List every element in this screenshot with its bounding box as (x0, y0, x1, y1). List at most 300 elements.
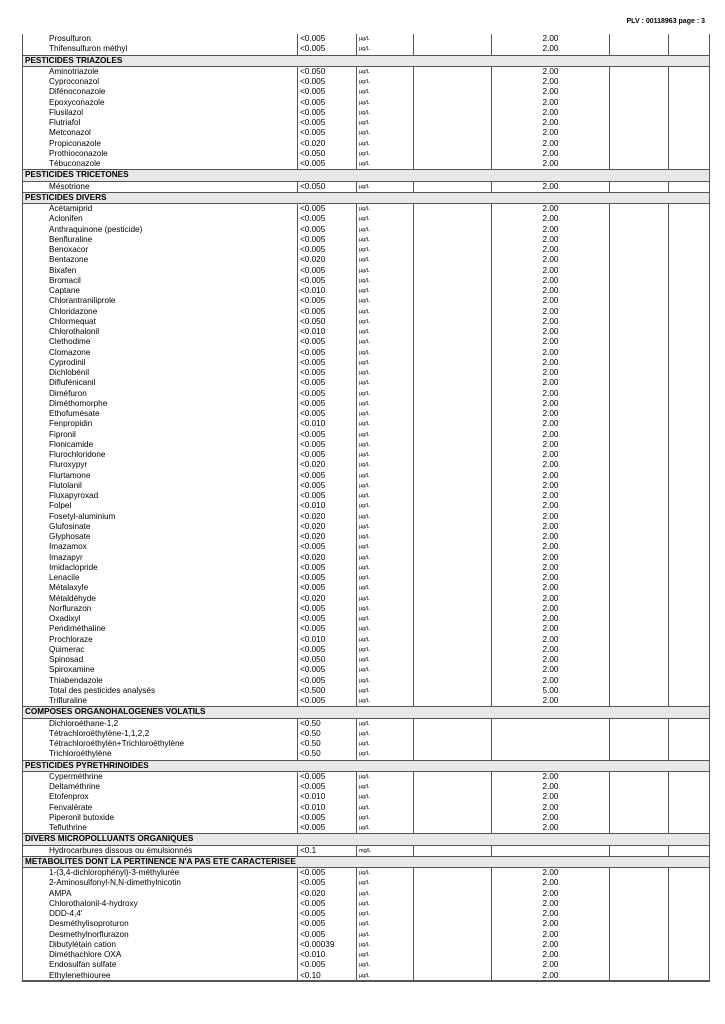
parameter-name: Quimerac (23, 645, 298, 655)
empty-cell (669, 909, 710, 919)
empty-cell (610, 276, 669, 286)
parameter-name: Lenacile (23, 573, 298, 583)
empty-cell (414, 624, 492, 634)
empty-cell (414, 34, 492, 44)
unit-cell: µg/L (357, 87, 414, 97)
unit-cell: µg/L (357, 307, 414, 317)
empty-cell (610, 782, 669, 792)
result-value: <0.005 (298, 266, 357, 276)
empty-cell (669, 235, 710, 245)
empty-cell (669, 44, 710, 55)
unit-cell: µg/L (357, 919, 414, 929)
empty-cell (669, 563, 710, 573)
empty-cell (610, 440, 669, 450)
empty-cell (610, 718, 669, 729)
section-header (23, 707, 710, 718)
empty-cell (610, 696, 669, 707)
limit-value: 2.00 (492, 34, 610, 44)
empty-cell (669, 645, 710, 655)
parameter-name: Clomazone (23, 348, 298, 358)
empty-cell (414, 878, 492, 888)
empty-cell (414, 604, 492, 614)
parameter-name: Imazamox (23, 542, 298, 552)
parameter-name: Cyproconazol (23, 77, 298, 87)
parameter-name: Clethodime (23, 337, 298, 347)
empty-cell (414, 729, 492, 739)
limit-value: 2.00 (492, 139, 610, 149)
parameter-name: Norflurazon (23, 604, 298, 614)
unit-cell: µg/L (357, 553, 414, 563)
table-row (23, 522, 710, 532)
limit-value: 2.00 (492, 471, 610, 481)
limit-value: 2.00 (492, 430, 610, 440)
limit-value: 2.00 (492, 813, 610, 823)
unit-cell: µg/L (357, 645, 414, 655)
unit-cell: µg/L (357, 573, 414, 583)
table-row (23, 471, 710, 481)
empty-cell (669, 665, 710, 675)
unit-cell: mg/L (357, 845, 414, 856)
unit-cell: µg/L (357, 803, 414, 813)
parameter-name: 1-(3,4-dichlorophényl)-3-méthylurée (23, 868, 298, 879)
results-table (22, 34, 710, 982)
empty-cell (414, 481, 492, 491)
table-row (23, 655, 710, 665)
limit-value: 2.00 (492, 696, 610, 707)
result-value: <0.005 (298, 245, 357, 255)
empty-cell (414, 696, 492, 707)
unit-cell: µg/L (357, 909, 414, 919)
result-value: <0.005 (298, 583, 357, 593)
parameter-name: Fenpropidin (23, 419, 298, 429)
table-row (23, 327, 710, 337)
empty-cell (669, 718, 710, 729)
limit-value (492, 749, 610, 760)
empty-cell (610, 181, 669, 192)
empty-cell (610, 729, 669, 739)
result-value: <0.005 (298, 235, 357, 245)
empty-cell (669, 378, 710, 388)
limit-value: 2.00 (492, 823, 610, 834)
parameter-name: Fenvalérate (23, 803, 298, 813)
table-row (23, 696, 710, 707)
unit-cell: µg/L (357, 286, 414, 296)
empty-cell (669, 655, 710, 665)
empty-cell (669, 635, 710, 645)
result-value: <0.005 (298, 450, 357, 460)
table-row (23, 358, 710, 368)
empty-cell (414, 108, 492, 118)
parameter-name: Flurochloridone (23, 450, 298, 460)
result-value: <0.005 (298, 87, 357, 97)
result-value: <0.020 (298, 522, 357, 532)
empty-cell (669, 501, 710, 511)
parameter-name: Diflufénicanil (23, 378, 298, 388)
limit-value: 2.00 (492, 491, 610, 501)
result-value: <0.10 (298, 971, 357, 982)
parameter-name: Total des pesticides analysés (23, 686, 298, 696)
empty-cell (610, 139, 669, 149)
empty-cell (414, 614, 492, 624)
parameter-name: Chloridazone (23, 307, 298, 317)
unit-cell: µg/L (357, 960, 414, 970)
empty-cell (669, 930, 710, 940)
empty-cell (669, 98, 710, 108)
parameter-name: Chlorothalonil-4-hydroxy (23, 899, 298, 909)
parameter-name: Bentazone (23, 255, 298, 265)
table-row (23, 77, 710, 87)
table-row (23, 181, 710, 192)
empty-cell (669, 430, 710, 440)
limit-value: 2.00 (492, 214, 610, 224)
empty-cell (414, 739, 492, 749)
empty-cell (669, 181, 710, 192)
table-row (23, 868, 710, 879)
limit-value: 2.00 (492, 614, 610, 624)
limit-value: 2.00 (492, 337, 610, 347)
empty-cell (414, 899, 492, 909)
empty-cell (414, 771, 492, 782)
limit-value: 2.00 (492, 501, 610, 511)
empty-cell (669, 491, 710, 501)
empty-cell (414, 686, 492, 696)
unit-cell: µg/L (357, 771, 414, 782)
result-value: <0.010 (298, 792, 357, 802)
limit-value: 2.00 (492, 87, 610, 97)
empty-cell (669, 348, 710, 358)
table-row (23, 501, 710, 511)
parameter-name: Aminotriazole (23, 66, 298, 77)
unit-cell: µg/L (357, 899, 414, 909)
result-value: <0.005 (298, 368, 357, 378)
result-value: <0.050 (298, 181, 357, 192)
table-row (23, 645, 710, 655)
parameter-name: Aclonifen (23, 214, 298, 224)
empty-cell (669, 960, 710, 970)
parameter-name: Difénoconazole (23, 87, 298, 97)
empty-cell (610, 635, 669, 645)
limit-value: 2.00 (492, 803, 610, 813)
empty-cell (414, 181, 492, 192)
unit-cell: µg/L (357, 368, 414, 378)
unit-cell: µg/L (357, 266, 414, 276)
result-value: <0.005 (298, 696, 357, 707)
result-value: <0.005 (298, 348, 357, 358)
limit-value (492, 718, 610, 729)
parameter-name: Tétrachloroéthylène-1,1,2,2 (23, 729, 298, 739)
parameter-name: Cyperméthrine (23, 771, 298, 782)
empty-cell (610, 266, 669, 276)
result-value: <0.005 (298, 813, 357, 823)
empty-cell (610, 553, 669, 563)
limit-value: 2.00 (492, 44, 610, 55)
empty-cell (669, 553, 710, 563)
empty-cell (610, 563, 669, 573)
empty-cell (414, 337, 492, 347)
empty-cell (610, 940, 669, 950)
empty-cell (414, 214, 492, 224)
limit-value: 2.00 (492, 307, 610, 317)
parameter-name: Trifluraline (23, 696, 298, 707)
empty-cell (610, 214, 669, 224)
parameter-name: Thiabendazole (23, 676, 298, 686)
table-row (23, 399, 710, 409)
result-value: <0.005 (298, 128, 357, 138)
unit-cell: µg/L (357, 98, 414, 108)
unit-cell: µg/L (357, 317, 414, 327)
limit-value: 2.00 (492, 286, 610, 296)
empty-cell (669, 512, 710, 522)
parameter-name: Métalaxyle (23, 583, 298, 593)
table-row (23, 512, 710, 522)
empty-cell (669, 868, 710, 879)
empty-cell (610, 286, 669, 296)
empty-cell (669, 729, 710, 739)
limit-value: 5.00 (492, 686, 610, 696)
empty-cell (414, 430, 492, 440)
empty-cell (669, 739, 710, 749)
empty-cell (414, 276, 492, 286)
result-value: <0.50 (298, 729, 357, 739)
empty-cell (669, 813, 710, 823)
table-row (23, 337, 710, 347)
empty-cell (610, 792, 669, 802)
empty-cell (414, 909, 492, 919)
result-value: <0.010 (298, 501, 357, 511)
limit-value: 2.00 (492, 460, 610, 470)
table-row (23, 276, 710, 286)
unit-cell: µg/L (357, 214, 414, 224)
result-value: <0.005 (298, 44, 357, 55)
section-title: DIVERS MICROPOLLUANTS ORGANIQUES (23, 834, 710, 845)
empty-cell (414, 286, 492, 296)
empty-cell (414, 573, 492, 583)
parameter-name: Thifensulfuron méthyl (23, 44, 298, 55)
empty-cell (414, 919, 492, 929)
parameter-name: Propiconazole (23, 139, 298, 149)
limit-value: 2.00 (492, 276, 610, 286)
empty-cell (610, 348, 669, 358)
table-row (23, 845, 710, 856)
result-value: <0.50 (298, 749, 357, 760)
empty-cell (669, 149, 710, 159)
parameter-name: Acétamiprid (23, 204, 298, 215)
unit-cell: µg/L (357, 583, 414, 593)
empty-cell (610, 604, 669, 614)
limit-value: 2.00 (492, 409, 610, 419)
result-value: <0.020 (298, 255, 357, 265)
empty-cell (610, 583, 669, 593)
limit-value: 2.00 (492, 940, 610, 950)
unit-cell: µg/L (357, 635, 414, 645)
empty-cell (610, 159, 669, 170)
empty-cell (414, 532, 492, 542)
limit-value: 2.00 (492, 327, 610, 337)
empty-cell (669, 214, 710, 224)
limit-value: 2.00 (492, 235, 610, 245)
empty-cell (414, 889, 492, 899)
empty-cell (414, 782, 492, 792)
empty-cell (669, 878, 710, 888)
empty-cell (414, 471, 492, 481)
empty-cell (669, 919, 710, 929)
result-value: <0.005 (298, 296, 357, 306)
empty-cell (414, 940, 492, 950)
parameter-name: 2-Aminosulfonyl-N,N-dimethylnicotin (23, 878, 298, 888)
table-row (23, 573, 710, 583)
parameter-name: Chlorothalonil (23, 327, 298, 337)
result-value: <0.005 (298, 481, 357, 491)
table-row (23, 266, 710, 276)
empty-cell (669, 532, 710, 542)
result-value: <0.020 (298, 594, 357, 604)
empty-cell (414, 665, 492, 675)
table-row (23, 909, 710, 919)
empty-cell (610, 317, 669, 327)
result-value: <0.005 (298, 919, 357, 929)
section-title: METABOLITES DONT LA PERTINENCE N'A PAS ETE CARACTERISEE (23, 856, 710, 867)
result-value: <0.005 (298, 159, 357, 170)
empty-cell (610, 624, 669, 634)
result-value: <0.010 (298, 635, 357, 645)
parameter-name: Prosulfuron (23, 34, 298, 44)
empty-cell (669, 389, 710, 399)
empty-cell (610, 594, 669, 604)
empty-cell (669, 327, 710, 337)
unit-cell: µg/L (357, 128, 414, 138)
parameter-name: Flutriafol (23, 118, 298, 128)
parameter-name: Ethylenethiouree (23, 971, 298, 982)
table-row (23, 296, 710, 306)
empty-cell (669, 823, 710, 834)
result-value: <0.005 (298, 471, 357, 481)
empty-cell (610, 450, 669, 460)
unit-cell: µg/L (357, 930, 414, 940)
empty-cell (610, 930, 669, 940)
empty-cell (610, 399, 669, 409)
table-row (23, 368, 710, 378)
table-row (23, 460, 710, 470)
unit-cell: µg/L (357, 624, 414, 634)
limit-value: 2.00 (492, 878, 610, 888)
empty-cell (414, 583, 492, 593)
empty-cell (610, 845, 669, 856)
parameter-name: Tébuconazole (23, 159, 298, 170)
unit-cell: µg/L (357, 491, 414, 501)
unit-cell: µg/L (357, 204, 414, 215)
empty-cell (669, 128, 710, 138)
empty-cell (610, 460, 669, 470)
parameter-name: Prothioconazole (23, 149, 298, 159)
table-row (23, 614, 710, 624)
limit-value: 2.00 (492, 419, 610, 429)
limit-value: 2.00 (492, 573, 610, 583)
empty-cell (610, 491, 669, 501)
empty-cell (610, 225, 669, 235)
parameter-name: Desméthylisoproturon (23, 919, 298, 929)
unit-cell: µg/L (357, 471, 414, 481)
limit-value: 2.00 (492, 655, 610, 665)
limit-value: 2.00 (492, 583, 610, 593)
empty-cell (610, 919, 669, 929)
empty-cell (669, 225, 710, 235)
empty-cell (669, 276, 710, 286)
limit-value: 2.00 (492, 181, 610, 192)
table-row (23, 823, 710, 834)
result-value: <0.005 (298, 909, 357, 919)
section-title: PESTICIDES DIVERS (23, 192, 710, 203)
table-row (23, 676, 710, 686)
empty-cell (414, 66, 492, 77)
table-row (23, 729, 710, 739)
empty-cell (669, 583, 710, 593)
result-value: <0.005 (298, 823, 357, 834)
limit-value: 2.00 (492, 522, 610, 532)
unit-cell: µg/L (357, 729, 414, 739)
limit-value: 2.00 (492, 481, 610, 491)
table-row (23, 782, 710, 792)
unit-cell: µg/L (357, 655, 414, 665)
parameter-name: Chlormequat (23, 317, 298, 327)
limit-value: 2.00 (492, 118, 610, 128)
table-row (23, 128, 710, 138)
unit-cell: µg/L (357, 792, 414, 802)
empty-cell (610, 34, 669, 44)
result-value: <0.020 (298, 553, 357, 563)
empty-cell (414, 327, 492, 337)
parameter-name: Imidaclopride (23, 563, 298, 573)
limit-value: 2.00 (492, 450, 610, 460)
unit-cell: µg/L (357, 512, 414, 522)
limit-value: 2.00 (492, 594, 610, 604)
empty-cell (610, 118, 669, 128)
parameter-name: Flutolanil (23, 481, 298, 491)
result-value: <0.005 (298, 204, 357, 215)
limit-value: 2.00 (492, 66, 610, 77)
table-row (23, 159, 710, 170)
table-row (23, 919, 710, 929)
empty-cell (414, 255, 492, 265)
result-value: <0.020 (298, 532, 357, 542)
parameter-name: Piperonil butoxide (23, 813, 298, 823)
empty-cell (610, 676, 669, 686)
parameter-name: Flonicamide (23, 440, 298, 450)
parameter-name: Tétrachloroéthylèn+Trichloroéthylène (23, 739, 298, 749)
table-row (23, 389, 710, 399)
limit-value: 2.00 (492, 204, 610, 215)
empty-cell (669, 792, 710, 802)
empty-cell (414, 159, 492, 170)
empty-cell (610, 307, 669, 317)
limit-value: 2.00 (492, 512, 610, 522)
empty-cell (669, 34, 710, 44)
empty-cell (610, 204, 669, 215)
empty-cell (414, 868, 492, 879)
empty-cell (610, 87, 669, 97)
result-value: <0.005 (298, 98, 357, 108)
parameter-name: Glufosinate (23, 522, 298, 532)
parameter-name: Etofenprox (23, 792, 298, 802)
result-value: <0.1 (298, 845, 357, 856)
limit-value: 2.00 (492, 266, 610, 276)
result-value: <0.005 (298, 665, 357, 675)
unit-cell: µg/L (357, 971, 414, 982)
empty-cell (414, 378, 492, 388)
empty-cell (610, 645, 669, 655)
limit-value: 2.00 (492, 98, 610, 108)
empty-cell (414, 930, 492, 940)
limit-value: 2.00 (492, 792, 610, 802)
